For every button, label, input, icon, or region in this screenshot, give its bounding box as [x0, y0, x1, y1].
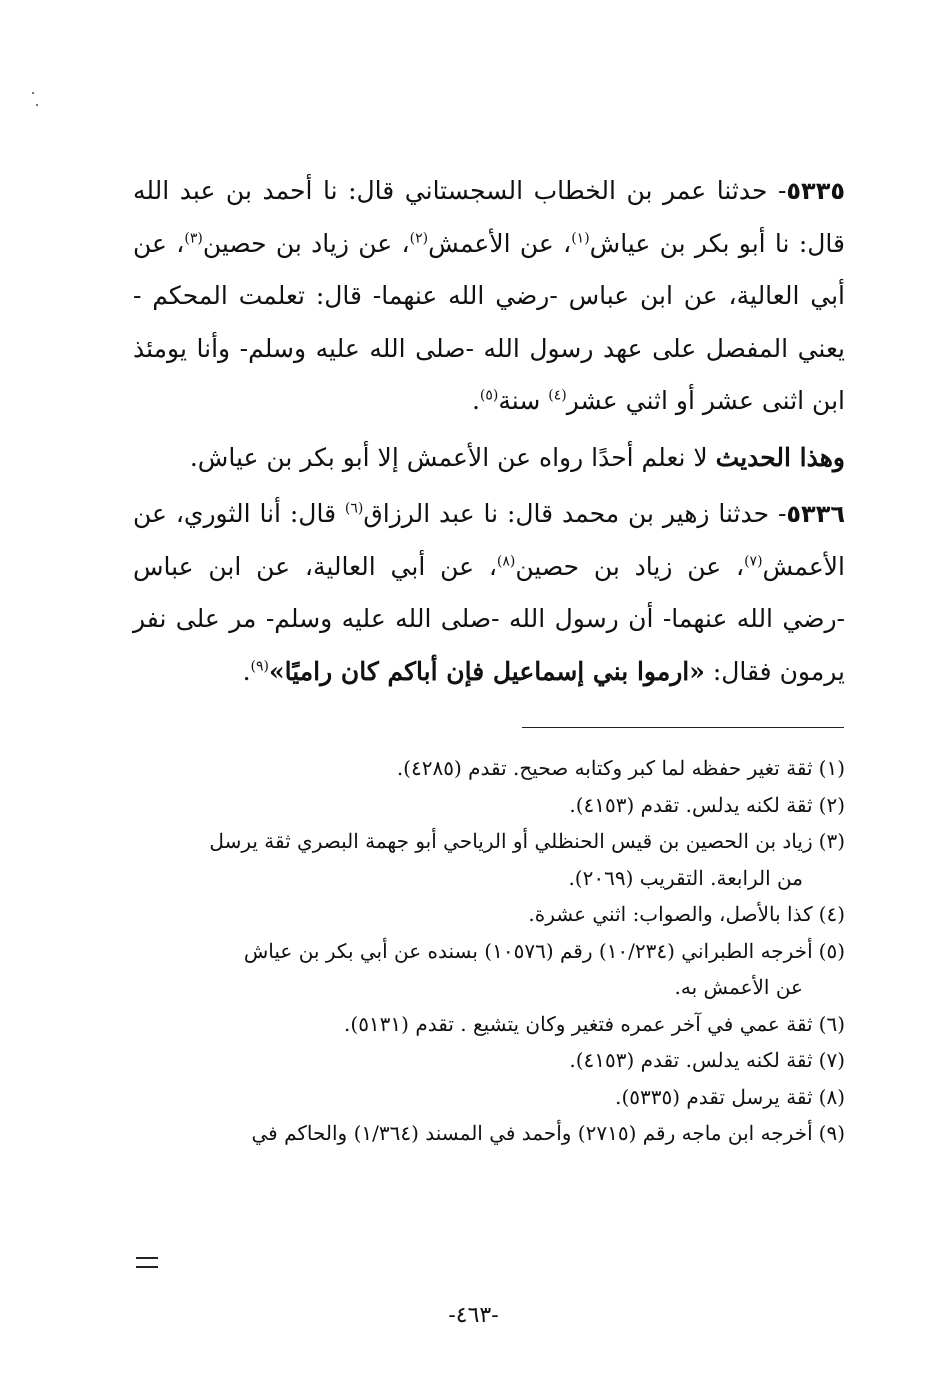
footnote	[133, 1079, 845, 1116]
footnote-continuation: من الرابعة. التقريب (٢٠٦٩).	[568, 865, 803, 890]
footnote	[133, 1006, 845, 1043]
text-run: .	[242, 656, 251, 686]
continuation-mark	[136, 1257, 158, 1268]
text-run: ، عن أبي العالية، عن ابن عباس -رضي الله عنهما- قال: تعلمت المحكم - يعني المفصل على عهد رسول الله -صلى الله عليه وسلم- وأنا يومئذ ابن اثنى عشر أو اثني عشر	[133, 228, 845, 415]
page-number: -٤٦٣-	[448, 1303, 499, 1328]
footnote-text: كذا بالأصل، والصواب: اثني عشرة.	[528, 902, 813, 926]
footnote-number: (٥)	[818, 938, 845, 963]
footnote-text: ثقة تغير حفظه لما كبر وكتابه صحيح. تقدم (٤٢٨٥).	[396, 756, 813, 780]
emphasized-text: وهذا الحديث	[715, 442, 845, 472]
text-run: قال: أنا الثوري، عن الأعمش	[133, 499, 845, 581]
paragraph	[133, 432, 845, 485]
footnote-number: (٤)	[818, 902, 845, 926]
footnote-number: (٣)	[818, 829, 845, 853]
footnote-text: أخرجه الطبراني (١٠/٢٣٤) رقم (١٠٥٧٦) بسنده عن أبي بكر بن عياش	[243, 938, 813, 963]
footnote	[133, 1042, 845, 1079]
footnote-ref: (٧)	[744, 553, 763, 570]
text-run: سنة	[498, 386, 549, 415]
footnote-number: (٩)	[818, 1121, 845, 1145]
footnote-text: زياد بن الحصين بن قيس الحنظلي أو الرياحي أبو جهمة البصري ثقة يرسل	[209, 829, 813, 853]
paragraph	[133, 165, 845, 428]
text-run: - حدثنا عمر بن الخطاب السجستاني قال: نا أحمد بن عبد الله قال: نا أبو بكر بن عياش	[133, 176, 845, 258]
footnote-number: (٧)	[818, 1048, 845, 1072]
scan-speck	[36, 104, 38, 106]
text-run: لا نعلم أحدًا رواه عن الأعمش إلا أبو بكر بن عياش.	[189, 442, 716, 472]
footnote-number: (١)	[818, 756, 845, 780]
hadith-number: ٥٣٣٦	[786, 500, 845, 528]
hadith-number: ٥٣٣٥	[786, 177, 845, 205]
paragraph	[133, 488, 845, 698]
footnote-ref: (٩)	[250, 658, 269, 675]
footnote-separator	[522, 727, 844, 728]
footnote-ref: (٣)	[184, 230, 203, 247]
text-run: ، عن زياد بن حصين	[515, 551, 745, 581]
footnote	[133, 787, 845, 824]
footnote-ref: (٨)	[496, 553, 516, 570]
text-run: ، عن زياد بن حصين	[202, 228, 410, 258]
text-run: .	[471, 386, 480, 415]
footnote	[133, 1115, 845, 1152]
footnote	[133, 933, 845, 1006]
footnote-ref: (١)	[571, 230, 590, 247]
footnote-ref: (٦)	[344, 500, 364, 517]
footnote	[133, 823, 845, 896]
scan-speck	[32, 92, 34, 94]
footnote-text: ثقة عمي في آخر عمره فتغير وكان يتشيع . تقدم (٥١٣١).	[344, 1011, 813, 1036]
text-run: ، عن أبي العالية، عن ابن عباس -رضي الله عنهما- أن رسول الله -صلى الله عليه وسلم- مر على نفر يرمون فقال:	[133, 551, 845, 686]
footnote-number: (٦)	[818, 1011, 845, 1036]
main-text	[133, 165, 845, 702]
emphasized-text: «ارموا بني إسماعيل فإن أباكم كان راميًا»	[268, 656, 705, 686]
text-run: ، عن الأعمش	[428, 228, 572, 258]
footnote-ref: (٢)	[409, 230, 429, 247]
footnote-continuation: عن الأعمش به.	[674, 975, 803, 999]
footnote-text: ثقة لكنه يدلس. تقدم (٤١٥٣).	[569, 1048, 813, 1072]
footnote	[133, 896, 845, 933]
footnote	[133, 750, 845, 787]
footnote-ref: (٥)	[479, 387, 499, 404]
footnotes	[133, 750, 845, 1152]
footnote-number: (٨)	[818, 1084, 845, 1109]
footnote-number: (٢)	[818, 792, 845, 817]
footnote-text: ثقة يرسل تقدم (٥٣٣٥).	[615, 1084, 813, 1109]
text-run: - حدثنا زهير بن محمد قال: نا عبد الرزاق	[363, 499, 787, 528]
footnote-text: أخرجه ابن ماجه رقم (٢٧١٥) وأحمد في المسند (١/٣٦٤) والحاكم في	[251, 1121, 813, 1145]
footnote-text: ثقة لكنه يدلس. تقدم (٤١٥٣).	[569, 792, 813, 817]
footnote-ref: (٤)	[548, 387, 567, 404]
